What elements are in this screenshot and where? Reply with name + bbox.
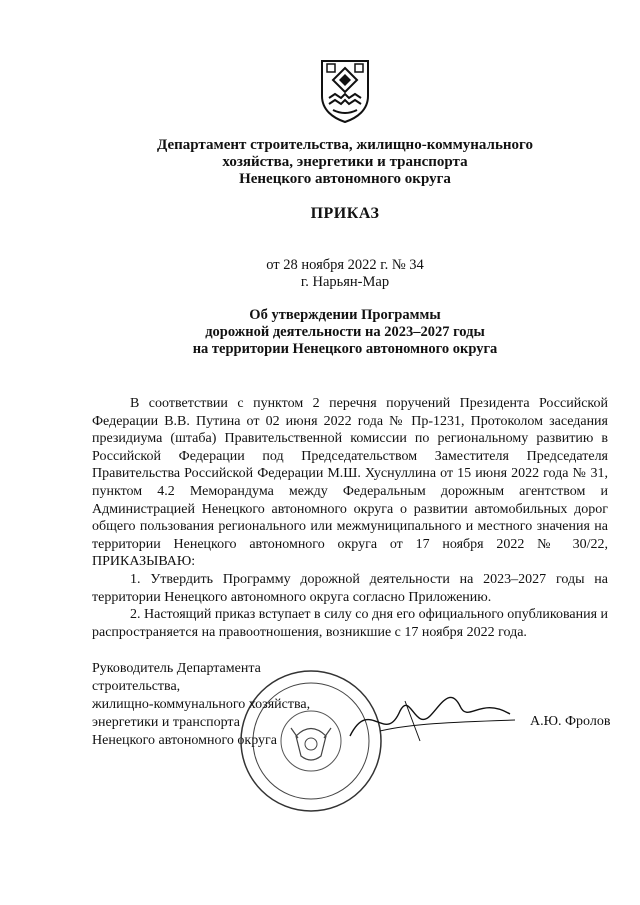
order-title: ПРИКАЗ [310, 205, 380, 222]
department-line: хозяйства, энергетики и транспорта [222, 154, 468, 170]
order-date: от 28 ноября 2022 г. № 34 [266, 257, 424, 273]
subject-line: Об утверждении Программы [249, 307, 441, 323]
signatory-title-line: Руководитель Департамента строительства, [92, 661, 261, 694]
body-paragraph: В соответствии с пунктом 2 перечня поручений Президента Российской Федерации В.В. Путина от 02 июня 2022 года № Пр-1231, Протоколом заседания президиума (штаба) Правительственной комиссии по региональному развитию в Российской Федерации под Председательством Заместителя Председателя Правительства Российской Федерации М.Ш. Хуснуллина от 15 июня 2022 года № 31, пунктом 4.2 Меморандума между Федеральным дорожным агентством и Администрацией Ненецкого автономного округа о развитии автомобильных дорог общего пользования регионального или межмуниципального и местного значения на территории Ненецкого автономного округа от 17 ноября 2022 № 30/22, ПРИКАЗЫВАЮ: [92, 396, 608, 570]
order-body [92, 395, 608, 641]
signatory-name: А.Ю. Фролов [530, 714, 611, 729]
signature-icon [340, 676, 520, 756]
signatory-title-line: энергетики и транспорта [92, 715, 240, 730]
department-line: Ненецкого автономного округа [239, 171, 451, 187]
coat-of-arms-icon [319, 58, 371, 124]
body-paragraph: 1. Утвердить Программу дорожной деятельности на 2023–2027 годы на территории Ненецкого автономного округа согласно Приложению. [92, 571, 608, 605]
order-subject [110, 307, 580, 358]
subject-line: дорожной деятельности на 2023–2027 годы [205, 324, 485, 340]
department-name [120, 137, 570, 188]
department-line: Департамент строительства, жилищно-коммунального [156, 137, 533, 153]
signature-block [92, 660, 352, 750]
signatory-title-line: жилищно-коммунального хозяйства, [92, 697, 311, 712]
signatory-title-line: Ненецкого автономного округа [92, 733, 277, 748]
body-paragraph: 2. Настоящий приказ вступает в силу со дня его официального опубликования и распространяется на правоотношения, возникшие с 17 ноября 2022 года. [92, 607, 608, 640]
subject-line: на территории Ненецкого автономного округа [192, 341, 498, 357]
order-meta [120, 257, 570, 291]
order-place: г. Нарьян-Мар [300, 274, 390, 290]
